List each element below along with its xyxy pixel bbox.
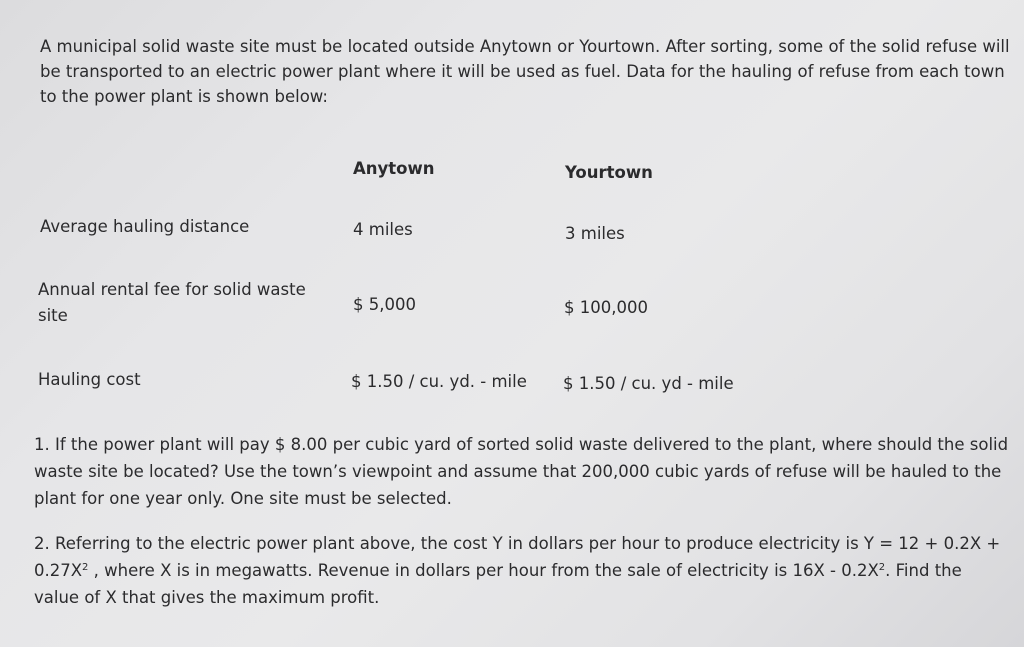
problem-intro: A municipal solid waste site must be located outside Anytown or Yourtown. After sorting, some of the solid refuse will be transported to an electric power plant where it will be used as fuel. Data for the hauling of refuse from each town to the power plant is shown below:: [40, 37, 1010, 106]
question-1: 1. If the power plant will pay $ 8.00 per cubic yard of sorted solid waste delivered to the plant, where should the solid waste site be located? Use the town’s viewpoint and assume that 200,000 cubic yards of refuse will be hauled to the plant for one year only. One site must be selected.: [34, 435, 1009, 508]
header-anytown: Anytown: [353, 159, 435, 178]
header-yourtown: Yourtown: [565, 163, 653, 182]
question-2-text-a: 2. Referring to the electric power plant above, the cost Y in dollars per hour to produce electricity is Y = 12 + 0.2X + 0.27X: [34, 534, 1001, 580]
question-2-text-c: . Find the value of X that gives the maximum profit.: [34, 561, 962, 607]
anytown-hauling-cost: $ 1.50 / cu. yd. - mile: [351, 372, 527, 391]
anytown-rental-fee: $ 5,000: [353, 295, 416, 314]
question-2-text-b: , where X is in megawatts. Revenue in dollars per hour from the sale of electricity is 16X - 0.2X: [88, 561, 879, 580]
row-label-hauling-distance: Average hauling distance: [40, 217, 250, 236]
row-label-rental-fee: Annual rental fee for solid waste site: [38, 280, 306, 325]
yourtown-hauling-distance: 3 miles: [565, 224, 625, 243]
question-2: [34, 530, 1009, 611]
yourtown-hauling-cost: $ 1.50 / cu. yd - mile: [563, 374, 734, 393]
yourtown-rental-fee: $ 100,000: [564, 298, 648, 317]
row-label-hauling-cost: Hauling cost: [38, 370, 141, 389]
question-2-exponent-b: 2: [878, 562, 886, 573]
question-2-exponent-a: 2: [82, 562, 89, 573]
anytown-hauling-distance: 4 miles: [353, 220, 413, 239]
